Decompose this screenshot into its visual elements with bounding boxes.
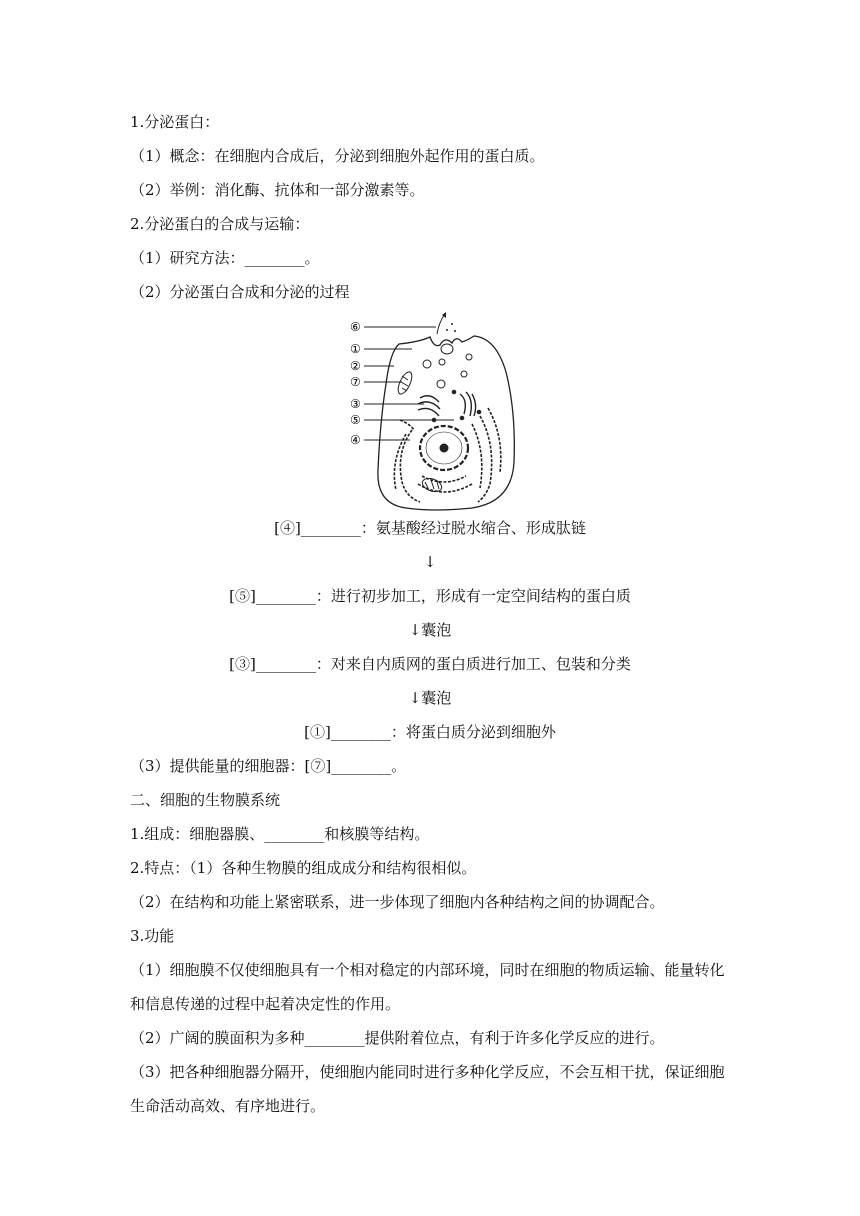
part2-title: 二、细胞的生物膜系统: [130, 791, 281, 809]
feature1-text: 2.特点：（1）各种生物膜的组成成分和结构很相似。: [130, 859, 477, 877]
flow-step-ribosome: [④]________：氨基酸经过脱水缩合、形成肽链: [274, 519, 586, 537]
flow-step-er: [⑤]________：进行初步加工，形成有一定空间结构的蛋白质: [229, 587, 631, 605]
flow-step-membrane: [①]________：将蛋白质分泌到细胞外: [304, 723, 556, 741]
mitochondria: [395, 370, 443, 494]
figure-label-2: ②: [350, 359, 361, 373]
energy-organelle-text: （3）提供能量的细胞器：[⑦]________。: [130, 757, 407, 775]
figure-label-6: ⑥: [350, 320, 361, 334]
section-heading-secretory-protein: 1.分泌蛋白：: [130, 113, 220, 131]
figure-label-4: ④: [350, 433, 361, 447]
flow-arrow-1: ↓: [423, 553, 437, 571]
concept-text: （1）概念：在细胞内合成后，分泌到细胞外起作用的蛋白质。: [130, 147, 545, 165]
figure-label-3: ③: [350, 397, 361, 411]
nucleus: [420, 426, 468, 470]
example-text: （2）举例：消化酶、抗体和一部分激素等。: [130, 181, 425, 199]
function2-text: （2）广阔的膜面积为多种________提供附着位点，有利于许多化学反应的进行。: [130, 1029, 665, 1047]
function3-line1: （3）把各种细胞器分隔开，使细胞内能同时进行多种化学反应，不会互相干扰，保证细胞: [130, 1063, 725, 1081]
figure-label-7: ⑦: [350, 375, 361, 389]
process-heading: （2）分泌蛋白合成和分泌的过程: [130, 283, 350, 301]
cell-membrane: [378, 336, 514, 510]
flow-arrow-2: ↓囊泡: [408, 621, 452, 639]
golgi-apparatus: [418, 390, 481, 421]
research-method-text: （1）研究方法：________。: [130, 249, 320, 267]
figure-label-1: ①: [350, 342, 361, 356]
function-heading: 3.功能: [130, 927, 175, 945]
function1-line1: （1）细胞膜不仅使细胞具有一个相对稳定的内部环境，同时在细胞的物质运输、能量转化: [130, 961, 725, 979]
section-heading-synthesis: 2.分泌蛋白的合成与运输：: [130, 215, 310, 233]
vesicles: [423, 344, 472, 388]
endoplasmic-reticulum: [394, 408, 500, 502]
composition-text: 1.组成：细胞器膜、________和核膜等结构。: [130, 825, 430, 843]
secretory-cell-diagram: [344, 312, 524, 512]
flow-arrow-3: ↓囊泡: [408, 689, 452, 707]
function1-line2: 和信息传递的过程中起着决定性的作用。: [130, 995, 401, 1013]
figure-label-5: ⑤: [350, 413, 361, 427]
flow-step-golgi: [③]________：对来自内质网的蛋白质进行加工、包装和分类: [229, 655, 631, 673]
function3-line2: 生命活动高效、有序地进行。: [130, 1097, 326, 1115]
feature2-text: （2）在结构和功能上紧密联系，进一步体现了细胞内各种结构之间的协调配合。: [130, 893, 665, 911]
